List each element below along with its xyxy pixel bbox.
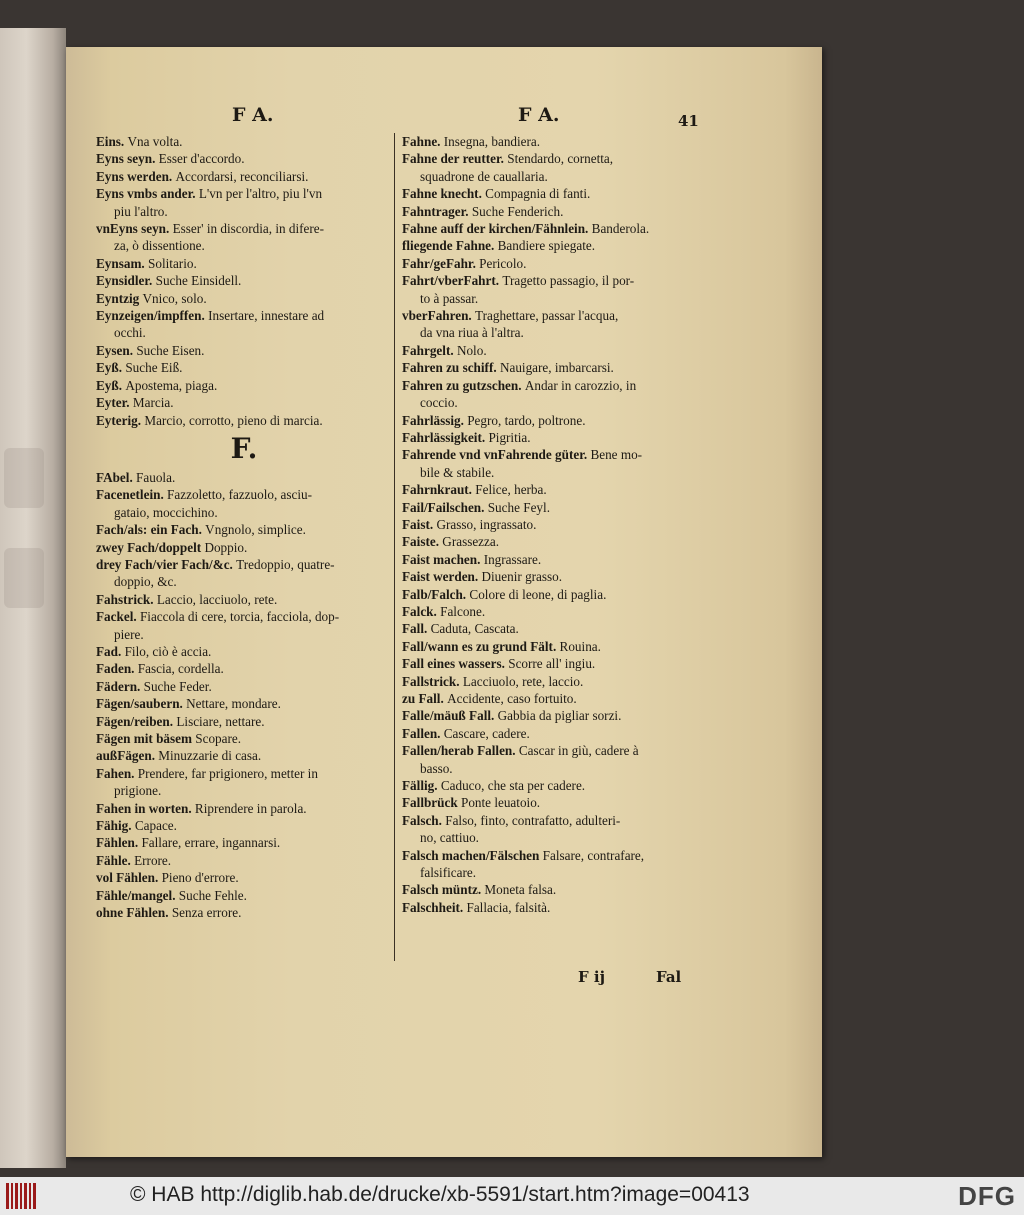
dictionary-entry [96,255,392,272]
dictionary-entry [96,342,392,359]
entry-headword: Fall/wann es zu grund Fält. [402,638,560,654]
entry-translation: Doppio. [204,539,248,555]
entry-translation: Falcone. [440,603,486,619]
entry-headword: Eyns seyn. [96,151,159,167]
dictionary-entry [402,551,702,568]
entry-headword: Fackel. [96,609,140,625]
entry-translation: Fiaccola di cere, torcia, facciola, dop- [139,609,340,625]
entry-headword: Eyter. [96,395,133,411]
entry-continuation: basso. [420,760,453,776]
entry-continuation: za, ò dissentione. [114,238,205,254]
dictionary-entry [402,881,702,898]
entry-translation: Esser d'accordo. [158,151,245,167]
dictionary-entry [402,620,702,637]
entry-headword: Eins. [96,134,128,149]
entry-translation: Pigritia. [488,429,531,445]
entry-headword: Falsch. [402,812,446,828]
entry-headword: Fall eines wassers. [402,656,509,672]
entry-translation: Bandiere spiegate. [497,238,596,254]
entry-translation: Stendardo, cornetta, [507,151,614,167]
entry-headword: drey Fach/vier Fach/&c. [96,556,237,572]
entry-translation: Solitario. [148,255,197,271]
entry-translation: Insegna, bandiera. [443,134,541,149]
entry-headword: Fähig. [96,818,135,834]
entry-headword: Fahstrick. [96,591,157,607]
entry-headword: Eyns vmbs ander. [96,186,199,202]
entry-headword: Facenetlein. [96,487,168,503]
entry-headword: Fahne knecht. [402,186,486,202]
dictionary-entry [402,481,702,498]
page-number: 41 [678,112,699,130]
entry-continuation: doppio, &c. [114,574,177,590]
dictionary-entry [96,695,392,712]
entry-translation: Cascare, cadere. [443,725,530,741]
entry-list-f [96,469,392,922]
entry-headword: Fall. [402,621,431,637]
dictionary-entry [96,608,392,643]
entry-translation: Suche Feder. [143,678,212,694]
entry-headword: Fägen/reiben. [96,713,177,729]
dictionary-entry [96,904,392,921]
entry-headword: Fällig. [402,778,441,794]
entry-translation: Suche Einsidell. [155,273,242,289]
dictionary-entry [96,272,392,289]
entry-headword: Fallen/herab Fallen. [402,743,519,759]
entry-headword: Falck. [402,603,441,619]
copyright-link[interactable]: © HAB http://diglib.hab.de/drucke/xb-5591/start.htm?image=00413 [130,1183,750,1206]
dictionary-entry [96,521,392,538]
entry-headword: Fad. [96,643,125,659]
dictionary-entry [402,847,702,882]
entry-headword: Fägen/saubern. [96,696,187,712]
entry-translation: Insertare, innestare ad [208,308,325,324]
entry-translation: Accordarsi, reconciliarsi. [175,168,309,184]
dictionary-entry [402,429,702,446]
entry-headword: Fähle/mangel. [96,887,179,903]
dictionary-entry [96,486,392,521]
edge-mark [4,448,44,508]
entry-continuation: to à passar. [420,290,479,306]
entry-translation: Nauigare, imbarcarsi. [499,360,614,376]
entry-headword: Fahrnkraut. [402,482,476,498]
entry-translation: Colore di leone, di paglia. [469,586,607,602]
entry-continuation: coccio. [420,395,458,411]
dictionary-entry [96,869,392,886]
dictionary-entry [96,887,392,904]
entry-translation: Nettare, mondare. [186,696,281,712]
entry-continuation: piere. [114,626,144,642]
entry-translation: Vnico, solo. [142,290,207,306]
entry-headword: FAbel. [96,469,137,485]
entry-translation: Fallare, errare, ingannarsi. [141,835,281,851]
entry-headword: fliegende Fahne. [402,238,498,254]
letter-heading: F. [230,431,258,465]
entry-headword: Eyntzig [96,290,143,306]
entry-headword: zu Fall. [402,691,448,706]
entry-headword: Fädern. [96,678,144,694]
dfg-logo: DFG [958,1181,1016,1211]
dictionary-entry [402,812,702,847]
entry-translation: Laccio, lacciuolo, rete. [156,591,278,607]
dictionary-entry [96,852,392,869]
entry-translation: Grasso, ingrassato. [436,516,537,532]
entry-headword: Faden. [96,661,138,677]
entry-headword: Fägen mit bäsem [96,731,196,746]
entry-translation: Andar in carozzio, in [524,377,637,393]
dictionary-entry [402,412,702,429]
entry-translation: Prendere, far prigionero, metter in [137,765,318,781]
dictionary-entry [96,150,392,167]
entry-translation: Scorre all' ingiu. [508,656,596,672]
entry-translation: Vna volta. [127,134,183,149]
entry-continuation: no, cattiuo. [420,830,479,846]
dictionary-entry [402,690,702,707]
entry-translation: Moneta falsa. [484,882,557,898]
running-head-right: F A. [518,104,560,126]
entry-headword: Fahne der reutter. [402,151,508,167]
dictionary-entry [96,394,392,411]
entry-continuation: gataio, moccichino. [114,504,218,520]
dictionary-entry [402,673,702,690]
entry-translation: Falso, finto, contrafatto, adulteri- [445,812,621,828]
entry-headword: Eysen. [96,342,137,358]
dictionary-entry [402,203,702,220]
running-head-left: F A. [232,104,274,126]
dictionary-entry [96,307,392,342]
entry-headword: Falsch müntz. [402,882,485,898]
dictionary-entry [96,713,392,730]
entry-headword: Falb/Falch. [402,586,470,602]
entry-translation: Lacciuolo, rete, laccio. [462,673,584,689]
dictionary-entry [402,272,702,307]
entry-headword: vberFahren. [402,308,476,324]
entry-translation: Suche Eisen. [136,342,205,358]
entry-headword: Eynsidler. [96,273,156,289]
dictionary-entry [96,678,392,695]
entry-headword: Falle/mäuß Fall. [402,708,498,724]
column-divider [394,133,395,961]
entry-translation: L'vn per l'altro, piu l'vn [198,186,323,202]
dictionary-entry [402,377,702,412]
dictionary-entry [96,591,392,608]
dictionary-entry [96,660,392,677]
entry-translation: Suche Fenderich. [471,203,564,219]
entry-translation: Fazzoletto, fazzuolo, asciu- [167,487,313,503]
entry-translation: Grassezza. [442,534,500,550]
edge-mark [4,548,44,608]
dictionary-entry [96,765,392,800]
dictionary-entry [402,899,702,916]
entry-headword: außFägen. [96,748,159,764]
entry-translation: Vngnolo, simplice. [205,522,306,538]
entry-translation: Tragetto passagio, il por- [502,273,635,289]
entry-translation: Fauola. [136,469,176,485]
dictionary-entry [402,220,702,237]
entry-translation: Fascia, cordella. [137,661,224,677]
entry-headword: Eyß. [96,377,126,393]
entry-headword: Fahrgelt. [402,342,457,358]
entry-translation: Filo, ciò è accia. [124,643,212,659]
dictionary-entry [96,377,392,394]
entry-translation: Nolo. [456,342,487,358]
dictionary-entry [402,742,702,777]
dictionary-entry [402,655,702,672]
entry-translation: Pegro, tardo, poltrone. [467,412,586,428]
dictionary-entry [402,777,702,794]
entry-headword: Fahen. [96,765,138,781]
dictionary-entry [402,359,702,376]
dictionary-entry [402,533,702,550]
entry-continuation: prigione. [114,783,162,799]
dictionary-entry [96,469,392,486]
entry-list-right [402,133,702,916]
library-logo-icon [6,1183,36,1209]
dictionary-entry [96,834,392,851]
dictionary-entry [96,133,392,150]
entry-translation: Banderola. [591,221,650,237]
dictionary-entry [96,643,392,660]
dictionary-entry [96,747,392,764]
dictionary-entry [402,516,702,533]
entry-headword: Faist werden. [402,569,482,585]
dictionary-entry [402,307,702,342]
entry-headword: Fallbrück [402,795,461,811]
dictionary-entry [402,342,702,359]
dictionary-entry [96,220,392,255]
entry-headword: Fahne auff der kirchen/Fähnlein. [402,221,592,237]
dictionary-entry [402,603,702,620]
entry-translation: Minuzzarie di casa. [158,748,262,764]
dictionary-entry [96,412,392,429]
dictionary-entry [402,150,702,185]
entry-headword: Eynzeigen/impffen. [96,308,209,324]
dictionary-entry [402,586,702,603]
dictionary-entry [402,499,702,516]
entry-headword: Faiste. [402,534,443,550]
entry-headword: Fahren zu schiff. [402,360,500,376]
catchword: Fal [656,968,682,986]
entry-headword: Fahrlässig. [402,412,468,428]
dictionary-entry [402,707,702,724]
dictionary-entry [402,638,702,655]
entry-translation: Pieno d'errore. [161,870,239,886]
dictionary-entry [402,568,702,585]
dictionary-entry [96,359,392,376]
entry-headword: Fähle. [96,852,135,868]
entry-translation: Fallacia, falsità. [466,899,551,915]
dictionary-entry [96,556,392,591]
entry-translation: Tredoppio, quatre- [236,556,335,572]
entry-headword: vnEyns seyn. [96,221,173,237]
entry-translation: Bene mo- [590,447,643,463]
entry-headword: Fahrlässigkeit. [402,429,489,445]
entry-translation: Suche Eiß. [125,360,183,376]
entry-translation: Marcia. [132,395,174,411]
entry-headword: Fahrt/vberFahrt. [402,273,503,289]
entry-translation: Scopare. [195,731,242,746]
entry-translation: Esser' in discordia, in difere- [172,221,325,237]
entry-translation: Compagnia di fanti. [485,186,591,202]
entry-headword: vol Fählen. [96,870,162,886]
entry-headword: Eynsam. [96,255,149,271]
dictionary-entry [402,725,702,742]
entry-headword: Fahr/geFahr. [402,255,480,271]
entry-continuation: bile & stabile. [420,464,495,480]
entry-continuation: occhi. [114,325,146,341]
dictionary-entry [402,794,702,811]
entry-headword: Fallstrick. [402,673,463,689]
entry-headword: Fallen. [402,725,444,741]
dictionary-entry [402,185,702,202]
dictionary-entry [96,800,392,817]
right-column [402,133,702,916]
entry-translation: Accidente, caso fortuito. [447,691,577,706]
entry-translation: Caduta, Cascata. [430,621,519,637]
entry-translation: Falsare, contrafare, [542,847,645,863]
entry-translation: Gabbia da pigliar sorzi. [497,708,622,724]
book-edge [0,28,66,1168]
entry-headword: Faist. [402,516,437,532]
entry-translation: Suche Feyl. [487,499,550,515]
entry-translation: Capace. [134,818,177,834]
entry-headword: Eyterig. [96,412,145,428]
entry-headword: Fahntrager. [402,203,472,219]
entry-list-e [96,133,392,429]
entry-translation: Ponte leuatoio. [460,795,541,811]
entry-headword: Falschheit. [402,899,467,915]
entry-translation: Lisciare, nettare. [176,713,265,729]
entry-continuation: falsificare. [420,865,477,881]
dictionary-entry [96,730,392,747]
entry-translation: Traghettare, passar l'acqua, [475,308,619,324]
entry-translation: Diuenir grasso. [481,569,563,585]
entry-translation: Suche Fehle. [178,887,247,903]
entry-translation: Pericolo. [479,255,527,271]
entry-headword: Eyns werden. [96,168,176,184]
entry-translation: Caduco, che sta per cadere. [440,778,586,794]
entry-translation: Rouina. [559,638,601,654]
entry-headword: Faist machen. [402,551,484,567]
entry-headword: Fahne. [402,134,444,149]
entry-translation: Ingrassare. [483,551,542,567]
dictionary-entry [96,817,392,834]
entry-headword: Fach/als: ein Fach. [96,522,206,538]
dictionary-entry [96,185,392,220]
dictionary-entry [402,446,702,481]
dictionary-entry [402,237,702,254]
entry-headword: Fählen. [96,835,142,851]
entry-continuation: squadrone de cauallaria. [420,168,548,184]
entry-headword: Fahren zu gutzschen. [402,377,525,393]
entry-headword: Fail/Failschen. [402,499,488,515]
dictionary-entry [402,133,702,150]
entry-continuation: da vna riua à l'altra. [420,325,524,341]
entry-translation: Apostema, piaga. [125,377,218,393]
entry-headword: ohne Fählen. [96,905,172,921]
entry-headword: Fahen in worten. [96,800,195,816]
entry-headword: Falsch machen/Fälschen [402,847,543,863]
dictionary-entry [402,255,702,272]
entry-translation: Senza errore. [171,905,242,921]
left-column [96,133,392,921]
entry-headword: Fahrende vnd vnFahrende güter. [402,447,591,463]
dictionary-entry [96,168,392,185]
dictionary-entry [96,539,392,556]
footer-bar [0,1177,1024,1215]
entry-headword: zwey Fach/doppelt [96,539,205,555]
entry-translation: Riprendere in parola. [194,800,307,816]
entry-translation: Cascar in giù, cadere à [518,743,639,759]
entry-headword: Eyß. [96,360,126,376]
dictionary-entry [96,290,392,307]
signature-mark: F ij [578,968,605,986]
entry-translation: Errore. [134,852,172,868]
entry-translation: Marcio, corrotto, pieno di marcia. [144,412,323,428]
entry-translation: Felice, herba. [475,482,547,498]
entry-continuation: piu l'altro. [114,203,168,219]
